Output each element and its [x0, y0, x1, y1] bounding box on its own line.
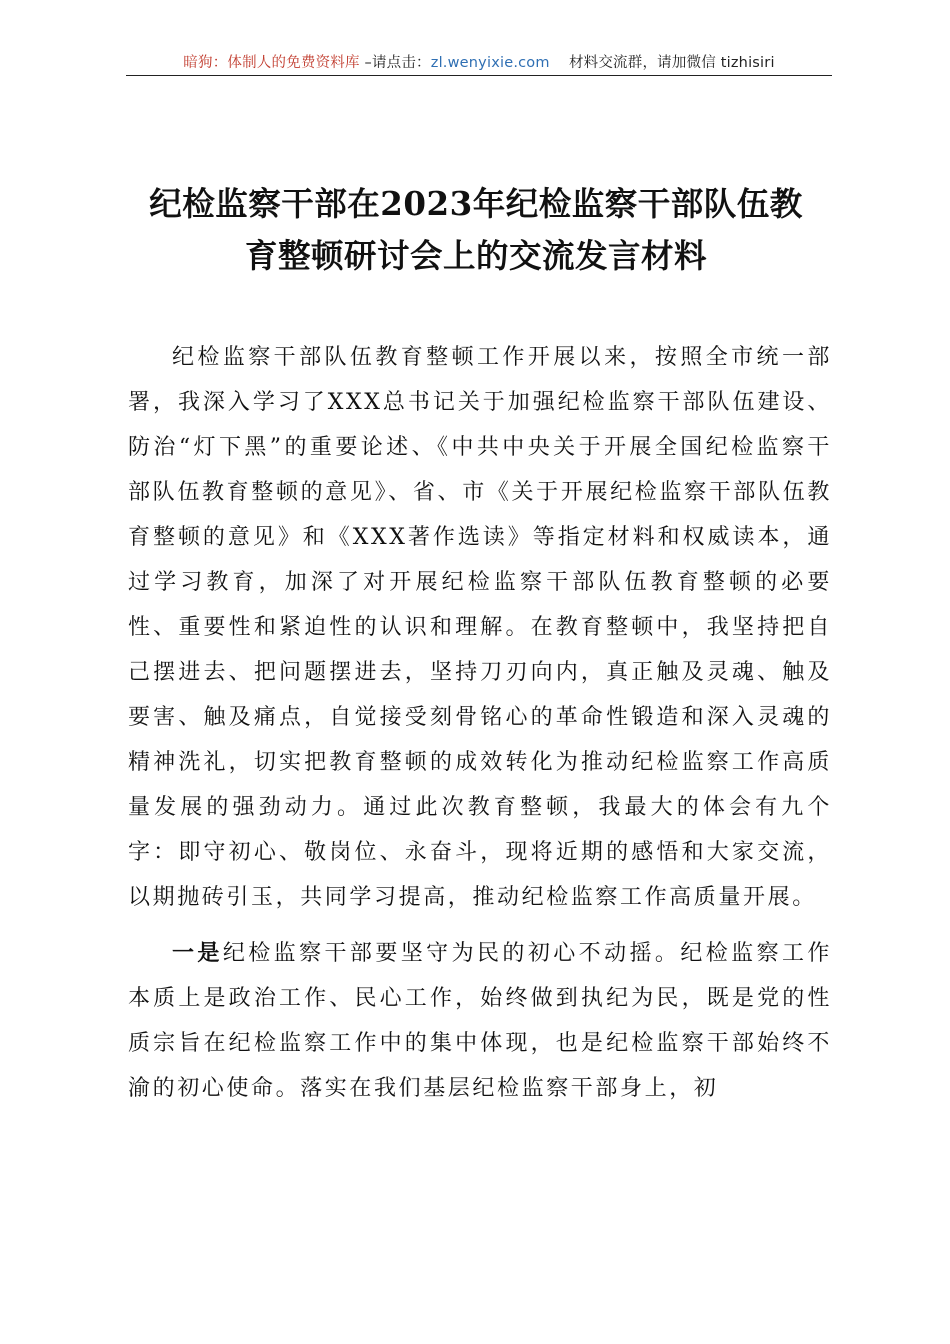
document-body	[128, 335, 832, 1122]
title-line-2: 育整顿研讨会上的交流发言材料	[244, 236, 707, 275]
point-1-lead: 一是	[172, 940, 223, 966]
title-line-1: 纪检监察干部在2023年纪检监察干部队伍教	[149, 184, 803, 223]
intro-paragraph: 纪检监察干部队伍教育整顿工作开展以来，按照全市统一部署，我深入学习了XXX总书记关于加强纪检监察干部队伍建设、防治“灯下黑”的重要论述、《中共中央关于开展全国纪检监察干部队伍教育整顿的意见》、省、市《关于开展纪检监察干部队伍教育整顿的意见》和《XXX著作选读》等指定材料和权威读本，通过学习教育，加深了对开展纪检监察干部队伍教育整顿的必要性、重要性和紧迫性的认识和理解。在教育整顿中，我坚持把自己摆进去、把问题摆进去，坚持刀刃向内，真正触及灵魂、触及要害、触及痛点，自觉接受刻骨铭心的革命性锻造和深入灵魂的精神洗礼，切实把教育整顿的成效转化为推动纪检监察工作高质量发展的强劲动力。通过此次教育整顿，我最大的体会有九个字：即守初心、敬岗位、永奋斗，现将近期的感悟和大家交流，以期抛砖引玉，共同学习提高，推动纪检监察工作高质量开展。	[128, 345, 832, 910]
point-1-text: 纪检监察干部要坚守为民的初心不动摇。纪检监察工作本质上是政治工作、民心工作，始终做到执纪为民，既是党的性质宗旨在纪检监察工作中的集中体现，也是纪检监察干部始终不渝的初心使命。落实在我们基层纪检监察干部身上，初	[128, 941, 833, 1101]
header-wechat-note: 材料交流群，请加微信 tizhisiri	[568, 55, 775, 71]
header-divider	[126, 75, 832, 76]
header-link[interactable]: zl.wenyixie.com	[430, 55, 550, 71]
header-click-prompt: –请点击：	[359, 55, 431, 71]
header-site-name: 暗狗：体制人的免费资料库	[183, 55, 360, 71]
point-1-paragraph	[128, 931, 832, 1111]
document-title	[118, 178, 834, 282]
page-header	[128, 52, 830, 76]
